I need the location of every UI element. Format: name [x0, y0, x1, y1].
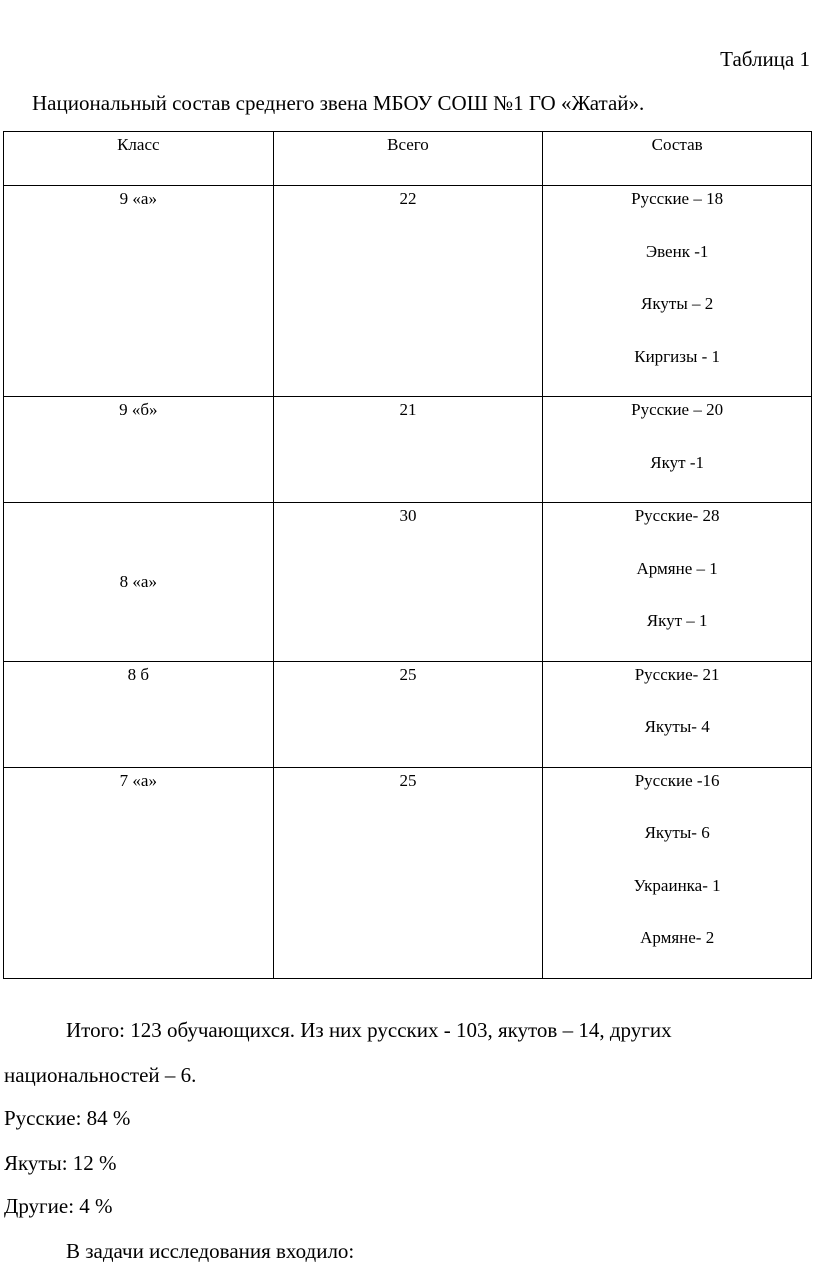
russians-percent: Русские: 84 %: [4, 1106, 131, 1130]
yakuts-percent: Якуты: 12 %: [4, 1151, 117, 1175]
table-title: Национальный состав среднего звена МБОУ СОШ №1 ГО «Жатай».: [32, 91, 645, 115]
class-cell: 9 «б»: [4, 397, 274, 503]
table-header-row: [4, 132, 812, 186]
table-number: Таблица 1: [720, 47, 810, 71]
composition-cell: Русские – 18 Эвенк -1 Якуты – 2 Киргизы - 1: [543, 186, 812, 397]
table-row: [4, 186, 812, 397]
total-cell: 25: [273, 661, 543, 767]
composition-cell: Русские- 21 Якуты- 4: [543, 661, 812, 767]
composition-table: [3, 131, 812, 979]
class-cell: 9 «а»: [4, 186, 274, 397]
class-cell: 8 «а»: [4, 503, 274, 662]
table-row: [4, 503, 812, 662]
table-row: [4, 767, 812, 978]
header-class: Класс: [4, 132, 274, 186]
summary-total-line-2: национальностей – 6.: [4, 1063, 197, 1087]
table-row: [4, 661, 812, 767]
summary-total-line: Итого: 123 обучающихся. Из них русских - 103, якутов – 14, других: [66, 1018, 672, 1042]
others-percent: Другие: 4 %: [4, 1194, 113, 1218]
composition-cell: Русские – 20 Якут -1: [543, 397, 812, 503]
table-row: [4, 397, 812, 503]
total-cell: 30: [273, 503, 543, 662]
class-cell: 7 «а»: [4, 767, 274, 978]
total-cell: 22: [273, 186, 543, 397]
header-composition: Состав: [543, 132, 812, 186]
composition-cell: Русские- 28 Армяне – 1 Якут – 1: [543, 503, 812, 662]
research-tasks-line: В задачи исследования входило:: [66, 1239, 355, 1263]
composition-cell: Русские -16 Якуты- 6 Украинка- 1 Армяне- 2: [543, 767, 812, 978]
total-cell: 25: [273, 767, 543, 978]
total-cell: 21: [273, 397, 543, 503]
header-total: Всего: [273, 132, 543, 186]
class-cell: 8 б: [4, 661, 274, 767]
